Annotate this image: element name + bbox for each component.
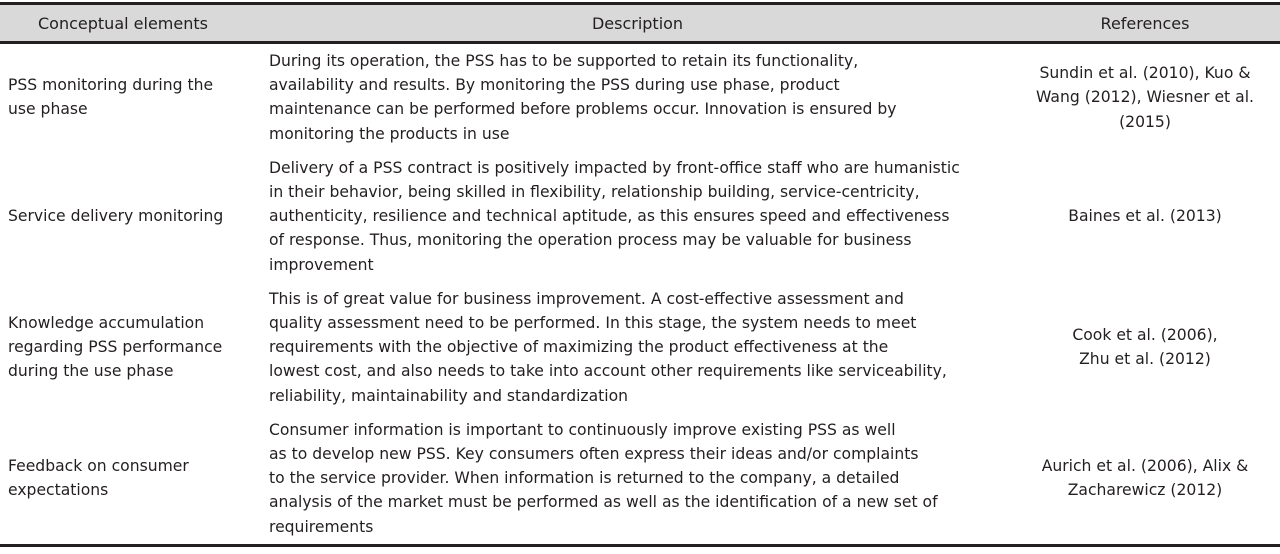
description-line: to the service provider. When information is returned to the company, a detailed	[269, 469, 900, 488]
table-row	[0, 413, 1280, 546]
table-row	[0, 282, 1280, 413]
description-line: availability and results. By monitoring the PSS during use phase, product	[269, 76, 840, 95]
header-references: References	[1010, 4, 1280, 43]
description-line: Consumer information is important to continuously improve existing PSS as well	[269, 420, 896, 439]
references-line: Sundin et al. (2010), Kuo &	[1039, 64, 1251, 83]
conceptual-element-line: regarding PSS performance	[8, 338, 223, 357]
conceptual-element-line: PSS monitoring during the	[8, 76, 214, 95]
conceptual-element-line: Service delivery monitoring	[8, 207, 224, 226]
conceptual-element-line: Knowledge accumulation	[8, 314, 205, 333]
references-line: Zhu et al. (2012)	[1079, 350, 1211, 369]
header-conceptual-elements: Conceptual elements	[0, 4, 265, 43]
references-line: (2015)	[1119, 112, 1171, 131]
conceptual-element-cell	[0, 413, 265, 546]
table-row	[0, 151, 1280, 282]
description-line: in their behavior, being skilled in flexibility, relationship building, service-centricity,	[269, 183, 920, 202]
description-line: quality assessment need to be performed. In this stage, the system needs to meet	[269, 314, 917, 333]
description-line: requirements	[269, 517, 374, 536]
description-line: Delivery of a PSS contract is positively impacted by front-office staff who are humanistic	[269, 158, 960, 177]
description-cell	[265, 413, 1010, 546]
references-line: Aurich et al. (2006), Alix &	[1041, 457, 1249, 476]
description-line: improvement	[269, 255, 374, 274]
description-line: as to develop new PSS. Key consumers often express their ideas and/or complaints	[269, 445, 919, 464]
table-row	[0, 43, 1280, 151]
description-line: of response. Thus, monitoring the operation process may be valuable for business	[269, 231, 912, 250]
references-line: Wang (2012), Wiesner et al.	[1036, 88, 1254, 107]
description-cell	[265, 43, 1010, 151]
description-line: lowest cost, and also needs to take into account other requirements like serviceability,	[269, 362, 947, 381]
conceptual-element-line: expectations	[8, 481, 109, 500]
description-line: requirements with the objective of maximizing the product effectiveness at the	[269, 338, 889, 357]
conceptual-element-line: during the use phase	[8, 362, 174, 381]
description-line: monitoring the products in use	[269, 124, 510, 143]
table-header-row	[0, 4, 1280, 43]
description-cell	[265, 151, 1010, 282]
description-line: reliability, maintainability and standardization	[269, 386, 629, 405]
conceptual-element-line: use phase	[8, 100, 88, 119]
description-line: maintenance can be performed before problems occur. Innovation is ensured by	[269, 100, 897, 119]
conceptual-element-cell	[0, 151, 265, 282]
conceptual-element-cell	[0, 282, 265, 413]
description-line: During its operation, the PSS has to be supported to retain its functionality,	[269, 52, 859, 70]
description-line: analysis of the market must be performed as well as the identification of a new set of	[269, 493, 938, 512]
references-cell	[1010, 43, 1280, 151]
references-cell	[1010, 151, 1280, 282]
references-line: Cook et al. (2006),	[1072, 326, 1218, 345]
description-line: authenticity, resilience and technical aptitude, as this ensures speed and effectiveness	[269, 207, 950, 226]
concepts-table	[0, 2, 1280, 547]
header-description: Description	[265, 4, 1010, 43]
references-cell	[1010, 413, 1280, 546]
references-line: Baines et al. (2013)	[1068, 207, 1222, 226]
references-line: Zacharewicz (2012)	[1067, 481, 1223, 500]
conceptual-element-line: Feedback on consumer	[8, 457, 189, 476]
references-cell	[1010, 282, 1280, 413]
conceptual-element-cell	[0, 43, 265, 151]
description-cell	[265, 282, 1010, 413]
description-line: This is of great value for business improvement. A cost-effective assessment and	[269, 289, 904, 308]
